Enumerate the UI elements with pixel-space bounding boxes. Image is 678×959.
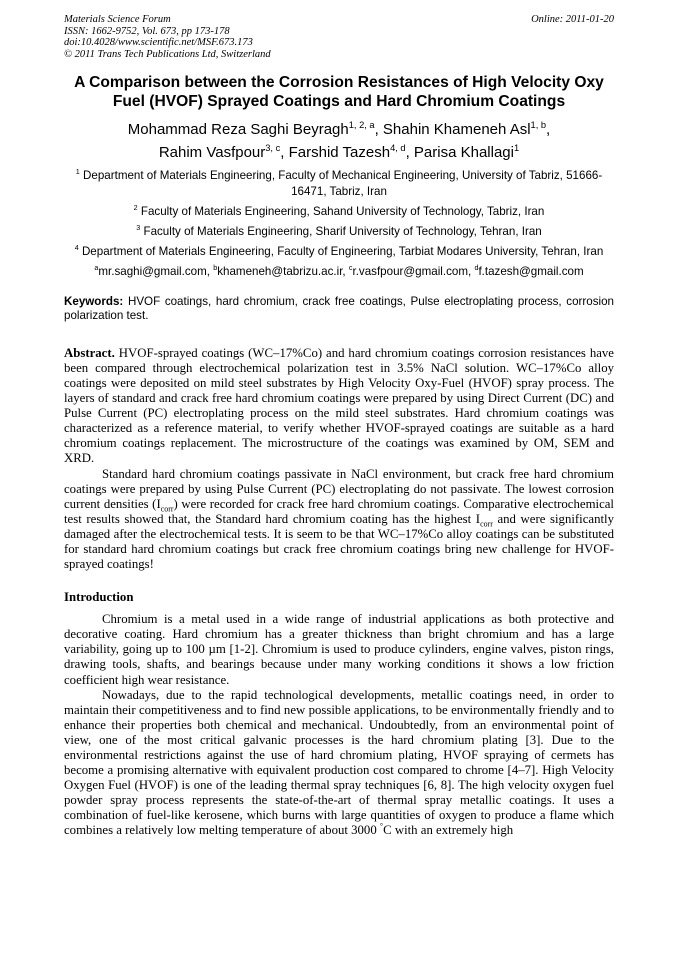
abstract-text: HVOF-sprayed coatings (WC–17%Co) and hard chromium coatings corrosion resistances have been compared through electrochemical polarization test in 3.5% NaCl solution. WC–17%Co alloy coatings were deposited on mild steel substrates by High Velocity Oxy-Fuel (HVOF) spray process. The layers of standard and crack free hard chromium coatings were prepared by using Direct Current (DC) and Pulse Current (PC) electroplating process on the mild steel substrates. Hard chromium coatings was characterized as a reference material, to verify whether HVOF-sprayed coatings are suitable as a hard chromium coatings replacement. The microstructure of the coatings was examined by OM, SEM and XRD. xyxy=(64,345,614,466)
journal-header xyxy=(64,14,614,60)
abstract-text: ) were recorded for crack free hard chromium coatings. Comparative electrochemical test results showed that, the Standard hard chromium coating has the highest I xyxy=(64,496,614,526)
author-name: Shahin Khameneh Asl xyxy=(382,121,531,139)
author-separator: , xyxy=(280,144,289,162)
email-marker: d xyxy=(474,263,479,273)
issn-line: ISSN: 1662-9752, Vol. 673, pp 173-178 xyxy=(64,25,230,37)
affiliation-4 xyxy=(64,244,614,260)
abstract-paragraph-1 xyxy=(64,346,614,467)
affiliation-number: 2 xyxy=(133,203,138,213)
author-separator: , xyxy=(374,121,383,139)
email-link[interactable]: khameneh@tabrizu.ac.ir xyxy=(217,265,343,279)
abstract-paragraph-2 xyxy=(64,467,614,573)
email-link[interactable]: r.vasfpour@gmail.com xyxy=(352,265,468,279)
intro-text: Nowadays, due to the rapid technological developments, metallic coatings need, in order to maintain their competitiveness and to find new possible applications, to be environmentally friendly and to enhance their properties both chemical and mechanical. Undoubtedly, from an environmental point of view, one of the most critical galvanic processes is the hard chromium plating [3]. Due to the environmental restrictions against the use of hard chromium plating, HVOF spraying of cermets has become a promising alternative with equivalent production cost compared to chrome [4–7]. High Velocity Oxygen Fuel (HVOF) is one of the leading thermal spray techniques [6, 8]. The high velocity oxygen fuel powder spray process represents the state-of-the-art of thermal spray metallic coatings. It uses a combination of fuel-like kerosene, which burns with large quantities of oxygen to produce a flame which combines a relatively low melting temperature of about 3000 xyxy=(64,687,614,838)
author-affil-marker: 1, 2, a xyxy=(348,120,375,131)
abstract xyxy=(64,346,614,572)
affiliation-list xyxy=(64,168,614,259)
affiliation-text: Faculty of Materials Engineering, Sharif University of Technology, Tehran, Iran xyxy=(143,225,542,239)
keywords-label: Keywords: xyxy=(64,295,124,309)
abstract-text: and were significantly damaged after the electrochemical tests. It is seem to be that WC–17%Co alloy coatings can be substituted for standard hard chromium coatings but crack free chromium coatings bring new challenge for HVOF-sprayed coatings! xyxy=(64,511,614,572)
copyright-line: © 2011 Trans Tech Publications Ltd, Switzerland xyxy=(64,48,271,60)
author-name: Mohammad Reza Saghi Beyragh xyxy=(127,121,349,139)
author-affil-marker: 3, c xyxy=(265,143,281,154)
intro-text: C with an extremely high xyxy=(383,823,514,838)
affiliation-2 xyxy=(64,204,614,220)
email-marker: b xyxy=(213,263,218,273)
degree-superscript: ° xyxy=(379,822,384,832)
affiliation-number: 4 xyxy=(74,243,79,253)
affiliation-text: Department of Materials Engineering, Faculty of Engineering, Tarbiat Modares University, Tehran, Iran xyxy=(81,245,604,259)
author-affil-marker: 1, b xyxy=(530,120,547,131)
paper-title: A Comparison between the Corrosion Resistances of High Velocity Oxy Fuel (HVOF) Sprayed Coatings and Hard Chromium Coatings xyxy=(74,74,604,111)
keywords xyxy=(64,295,614,321)
abstract-label: Abstract. xyxy=(64,345,115,360)
affiliation-1 xyxy=(64,168,614,199)
author-affil-marker: 4, d xyxy=(390,143,406,154)
keywords-text: HVOF coatings, hard chromium, crack free coatings, Pulse electroplating process, corrosion polarization test. xyxy=(64,295,614,322)
journal-name: Materials Science Forum xyxy=(64,14,171,25)
subscript-corr: corr xyxy=(160,504,174,514)
author-name: Rahim Vasfpour xyxy=(158,144,266,162)
online-date: Online: 2011-01-20 xyxy=(531,14,614,25)
email-link[interactable]: f.tazesh@gmail.com xyxy=(478,265,584,279)
subscript-corr: corr xyxy=(480,519,493,529)
affiliation-text: Faculty of Materials Engineering, Sahand University of Technology, Tabriz, Iran xyxy=(140,205,545,219)
email-marker: a xyxy=(94,263,99,273)
section-heading-introduction: Introduction xyxy=(64,590,134,605)
author-separator: , xyxy=(405,144,414,162)
doi-line: doi:10.4028/www.scientific.net/MSF.673.173 xyxy=(64,37,253,49)
affiliation-number: 3 xyxy=(136,223,141,233)
author-name: Parisa Khallagi xyxy=(413,144,514,162)
intro-paragraph-2 xyxy=(64,688,614,839)
author-affil-marker: 1 xyxy=(513,143,520,154)
author-emails: $^a$mr.saghi@gmail.com, $^b$khameneh@tabrizu.ac.ir, $^c$r.vasfpour@gmail.com, $^d$f.tazesh@gmail.com xyxy=(94,263,584,279)
author-separator: , xyxy=(546,121,551,139)
email-marker: c xyxy=(348,263,353,273)
abstract-text: Standard hard chromium coatings passivate in NaCl environment, but crack free hard chromium coatings were prepared by using Pulse Current (PC) electroplating do not passivate. The lowest corrosion current densities (I xyxy=(64,466,614,511)
author-name: Farshid Tazesh xyxy=(288,144,391,162)
affiliation-number: 1 xyxy=(75,167,80,177)
affiliation-text: Department of Materials Engineering, Faculty of Mechanical Engineering, University of Tabriz, 51666-16471, Tabriz, Iran xyxy=(83,169,603,198)
affiliation-3 xyxy=(64,224,614,240)
introduction-body xyxy=(64,612,614,838)
author-list xyxy=(64,118,614,164)
intro-paragraph-1: Chromium is a metal used in a wide range of industrial applications as both protective and decorative coating. Hard chromium has a greater thickness than bright chromium and has a large variability, going up to 100 µm [1-2]. Chromium is used to produce cylinders, engine valves, piston rings, drawing tools, shafts, and bearings because under many working conditions it shows a low friction coefficient high wear resistance. xyxy=(64,612,614,687)
email-link[interactable]: mr.saghi@gmail.com xyxy=(98,265,207,279)
